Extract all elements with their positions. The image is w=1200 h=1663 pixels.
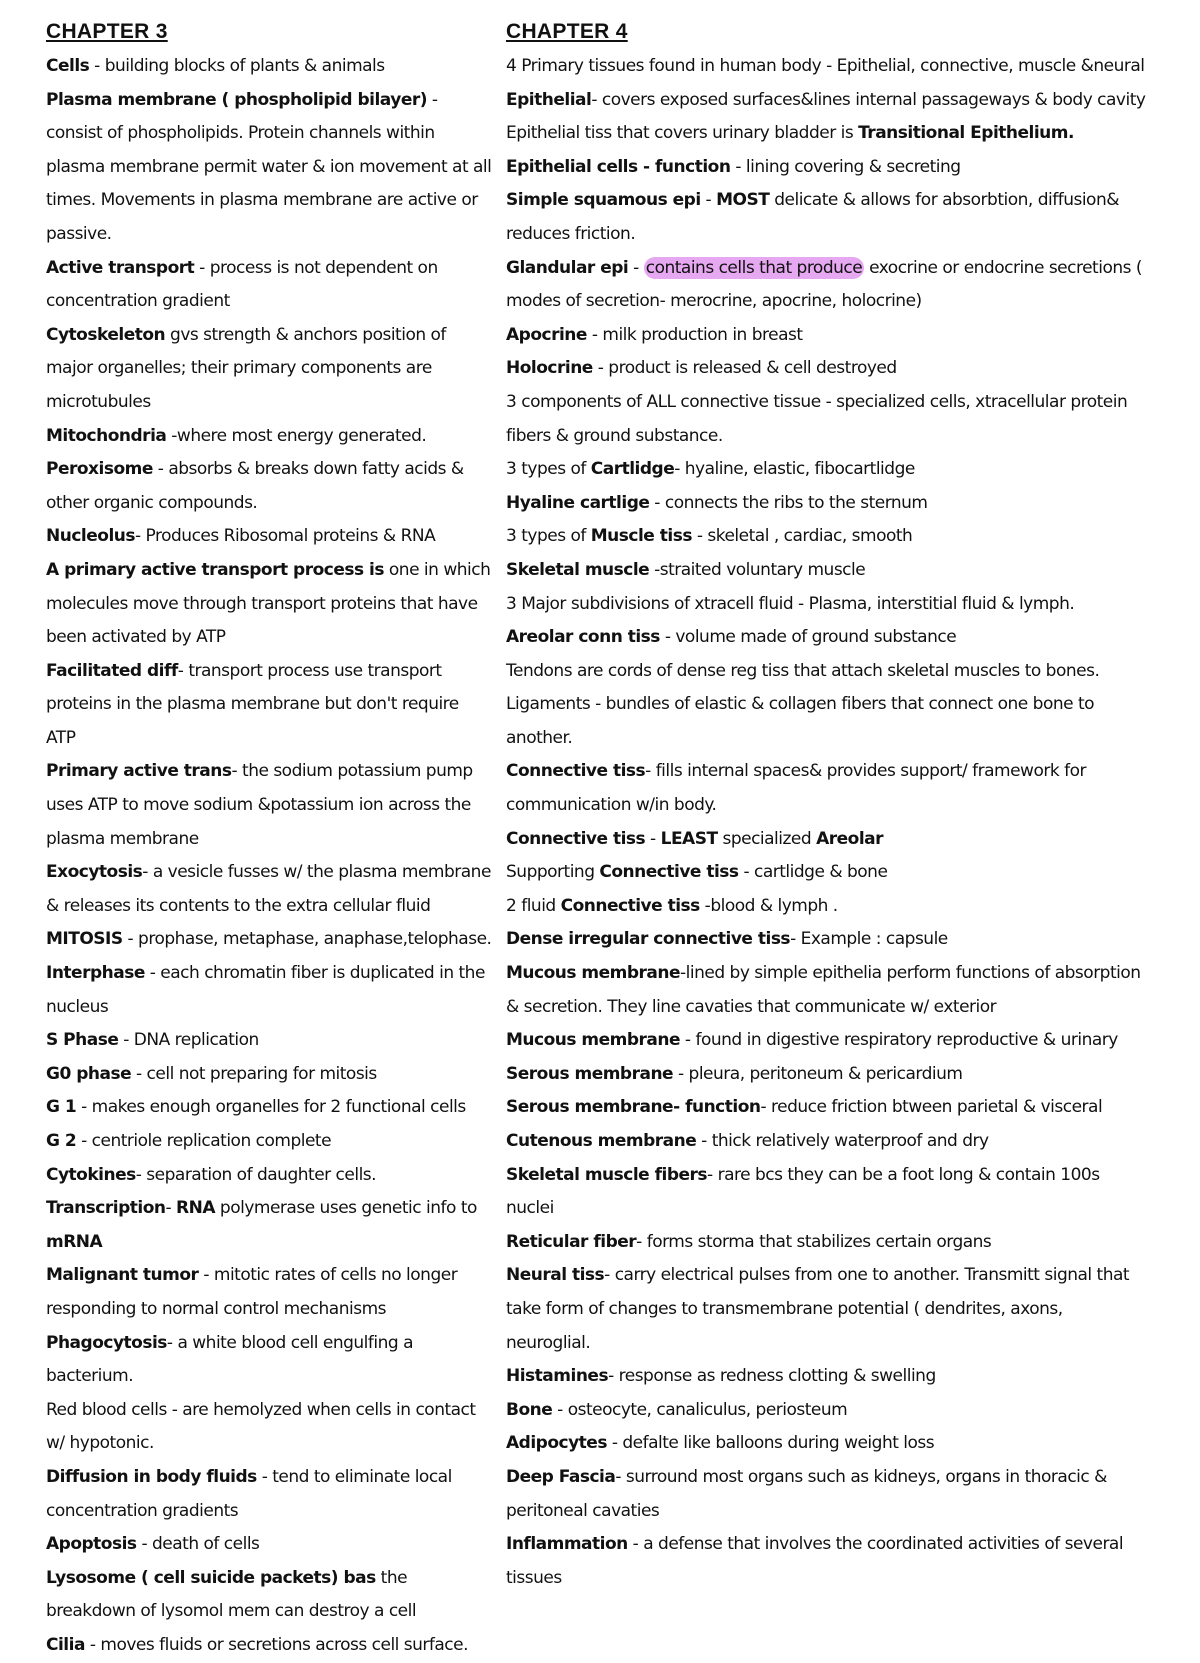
term-label: Connective tiss (506, 761, 646, 782)
term-label: Cutenous membrane (506, 1131, 697, 1151)
term-label: RNA (176, 1198, 216, 1219)
definition-text: delicate & allows for absorbtion, diffusion& reduces friction. (506, 190, 1119, 244)
note-entry (46, 1327, 492, 1394)
note-entry (506, 1058, 1146, 1092)
term-label: Connective tiss (599, 862, 739, 883)
definition-text: exocrine or endocrine secretions ( modes of secretion- merocrine, apocrine, holocrine) (506, 257, 1143, 312)
note-entry (46, 655, 492, 756)
definition-text: - lining covering & secreting (730, 156, 961, 177)
note-entry (46, 252, 492, 319)
term-label: Active transport (46, 257, 195, 278)
term-label: Nucleolus (46, 526, 135, 547)
note-entry (506, 1461, 1146, 1528)
term-label: Neural tiss (506, 1265, 605, 1286)
note-entry (506, 84, 1146, 118)
note-entry (46, 1192, 492, 1259)
note-entry (506, 184, 1146, 251)
definition-text: - carry electrical pulses from one to another. Transmitt signal that take form of changes to transmembrane potential ( dendrites, axons, neuroglial. (506, 1265, 1130, 1353)
term-label: Plasma membrane ( phospholipid bilayer) (46, 89, 427, 110)
note-entry (506, 1528, 1146, 1595)
definition-text: - defalte like balloons during weight loss (606, 1433, 935, 1454)
term-label: Mitochondria (46, 425, 167, 446)
term-label: Holocrine (506, 358, 593, 379)
term-label: Cells (46, 56, 90, 76)
note-entry (506, 520, 1146, 554)
definition-text: 4 Primary tissues found in human body - Epithelial, connective, muscle &neural (506, 56, 1145, 76)
note-entry (46, 1159, 492, 1193)
term-label: A primary active transport process is (46, 559, 384, 580)
note-entry (46, 1091, 492, 1125)
definition-text: one in which molecules move through transport proteins that have been activated by ATP (46, 559, 491, 648)
term-label: Apoptosis (46, 1534, 137, 1555)
note-entry (506, 856, 1146, 890)
note-entry (506, 151, 1146, 185)
chapter-4-heading: CHAPTER 4 (506, 20, 628, 43)
note-entry (46, 554, 492, 655)
definition-text: - covers exposed surfaces&lines internal passageways & body cavity (591, 89, 1146, 110)
term-label: MOST (716, 190, 770, 211)
definition-text: - process is not dependent on concentration gradient (46, 257, 438, 312)
note-entry (46, 957, 492, 1024)
definition-text: - connects the ribs to the sternum (649, 492, 928, 513)
note-entry (46, 1394, 492, 1461)
term-label: Simple squamous epi (506, 190, 701, 211)
note-entry (46, 923, 492, 957)
note-entry (506, 1159, 1146, 1226)
term-label: Epithelial (506, 89, 592, 110)
definition-text: - each chromatin fiber is duplicated in the nucleus (46, 963, 485, 1017)
definition-text: -lined by simple epithelia perform functions of absorption & secretion. They line cavaties that communicate w/ exterior (506, 963, 1141, 1017)
definition-text: - separation of daughter cells. (135, 1164, 377, 1185)
definition-text: Tendons are cords of dense reg tiss that attach skeletal muscles to bones. (506, 660, 1100, 681)
note-entry (506, 319, 1146, 353)
note-entry (506, 1360, 1146, 1394)
note-entry (506, 1259, 1146, 1360)
term-label: LEAST (660, 828, 718, 849)
term-label: G 2 (46, 1131, 77, 1151)
note-entry (46, 856, 492, 923)
definition-text: 3 components of ALL connective tissue - specialized cells, xtracellular protein fibers & ground substance. (506, 391, 1128, 446)
note-entry (46, 520, 492, 554)
definition-text: - a white blood cell engulfing a bacterium. (46, 1332, 413, 1387)
note-entry (46, 84, 492, 252)
chapter-3-entries (46, 50, 492, 1663)
term-label: Glandular epi (506, 257, 629, 278)
term-label: Histamines (506, 1366, 609, 1387)
definition-text: - found in digestive respiratory reproductive & urinary (680, 1030, 1118, 1051)
definition-text: - cell not preparing for mitosis (131, 1063, 377, 1084)
term-label: Facilitated diff (46, 660, 178, 681)
definition-text: - building blocks of plants & animals (89, 56, 385, 76)
note-entry (46, 1024, 492, 1058)
note-entry (506, 487, 1146, 521)
definition-text: - pleura, peritoneum & pericardium (673, 1063, 963, 1084)
note-entry (506, 823, 1146, 857)
note-entry (506, 352, 1146, 386)
note-entry (506, 386, 1146, 453)
definition-text: Red blood cells - are hemolyzed when cells in contact w/ hypotonic. (46, 1399, 476, 1454)
note-entry (46, 1562, 492, 1629)
term-label: Cilia (46, 1634, 85, 1655)
note-entry (506, 655, 1146, 689)
definition-text: Supporting (506, 862, 600, 883)
definition-text: - fills internal spaces& provides support/ framework for communication w/in body. (506, 761, 1086, 816)
note-entry (46, 1125, 492, 1159)
definition-text: - product is released & cell destroyed (592, 358, 897, 379)
note-entry (506, 621, 1146, 655)
term-label: Malignant tumor (46, 1265, 199, 1286)
note-entry (506, 50, 1146, 84)
definition-text: - Example : capsule (790, 929, 948, 950)
note-entry (46, 453, 492, 520)
definition-text: - (645, 828, 661, 849)
term-label: Cytokines (46, 1164, 136, 1185)
note-entry (46, 1058, 492, 1092)
definition-text: - hyaline, elastic, fibocartlidge (674, 459, 915, 480)
definition-text: 2 fluid (506, 895, 561, 916)
definition-text: 3 Major subdivisions of xtracell fluid - Plasma, interstitial fluid & lymph. (506, 593, 1075, 614)
note-entry (506, 1125, 1146, 1159)
term-label: mRNA (46, 1231, 103, 1252)
term-label: Hyaline cartlige (506, 492, 650, 513)
term-label: Skeletal muscle (506, 559, 650, 580)
definition-text: - makes enough organelles for 2 functional cells (76, 1097, 466, 1118)
term-label: Reticular fiber (506, 1231, 637, 1252)
term-label: Cytoskeleton (46, 324, 166, 345)
definition-text: the breakdown of lysomol mem can destroy a cell (46, 1567, 417, 1622)
definition-text: Epithelial tiss that covers urinary bladder is (506, 123, 859, 144)
definition-text: - consist of phospholipids. Protein channels within plasma membrane permit water & ion movement at all times. Movements in plasma membrane are active or passive. (46, 89, 492, 244)
definition-text: 3 types of (506, 526, 591, 547)
term-label: Primary active trans (46, 761, 232, 782)
term-label: Phagocytosis (46, 1332, 167, 1353)
term-label: Interphase (46, 963, 145, 984)
term-label: Adipocytes (506, 1433, 607, 1454)
note-entry (46, 1528, 492, 1562)
definition-text: - (700, 190, 717, 211)
term-label: Exocytosis (46, 862, 143, 883)
definition-text: specialized (717, 828, 817, 849)
term-label: Mucous membrane (506, 1030, 681, 1051)
term-label: Inflammation (506, 1534, 628, 1555)
definition-text: - forms storma that stabilizes certain organs (636, 1231, 992, 1252)
note-entry (506, 117, 1146, 151)
chapter-4-entries (506, 50, 1146, 1595)
term-label: Transitional Epithelium. (858, 123, 1074, 144)
definition-text: - (165, 1198, 177, 1219)
note-entry (506, 1226, 1146, 1260)
definition-text: - skeletal , cardiac, smooth (691, 526, 913, 547)
definition-text: - thick relatively waterproof and dry (696, 1131, 989, 1151)
note-entry (506, 1394, 1146, 1428)
definition-text: - milk production in breast (586, 324, 803, 345)
note-entry (506, 554, 1146, 588)
definition-text: -blood & lymph . (699, 895, 838, 916)
term-label: Connective tiss (560, 895, 700, 916)
note-entry (46, 1629, 492, 1663)
term-label: Muscle tiss (590, 526, 692, 547)
definition-text: gvs strength & anchors position of major organelles; their primary components are microtubules (46, 324, 446, 412)
term-label: S Phase (46, 1030, 119, 1051)
definition-text: -straited voluntary muscle (649, 559, 866, 580)
note-entry (506, 1024, 1146, 1058)
note-entry (506, 923, 1146, 957)
definition-text: - prophase, metaphase, anaphase,telophase. (122, 929, 492, 950)
definition-text: - response as redness clotting & swelling (608, 1366, 936, 1387)
definition-text: - DNA replication (118, 1030, 259, 1051)
highlighted-text: contains cells that produce (645, 257, 863, 278)
term-label: Serous membrane (506, 1063, 674, 1084)
definition-text: - a defense that involves the coordinated activities of several tissues (506, 1534, 1124, 1588)
term-label: Areolar conn tiss (506, 627, 660, 648)
definition-text: - tend to eliminate local concentration gradients (46, 1466, 452, 1521)
term-label: Connective tiss (506, 828, 646, 849)
term-label: Lysosome ( cell suicide packets) bas (46, 1567, 376, 1588)
term-label: MITOSIS (46, 929, 123, 950)
definition-text: - rare bcs they can be a foot long & contain 100s nuclei (506, 1164, 1100, 1219)
definition-text: - centriole replication complete (76, 1131, 332, 1151)
term-label: Diffusion in body fluids (46, 1466, 257, 1487)
note-entry (506, 453, 1146, 487)
term-label: Bone (506, 1399, 553, 1420)
note-entry (506, 957, 1146, 1024)
term-label: Deep Fascia (506, 1466, 616, 1487)
note-entry (506, 688, 1146, 755)
note-entry (506, 890, 1146, 924)
term-label: G0 phase (46, 1063, 132, 1084)
note-entry (506, 755, 1146, 822)
term-label: Skeletal muscle fibers (506, 1164, 708, 1185)
term-label: Epithelial cells - function (506, 156, 731, 177)
definition-text: - moves fluids or secretions across cell surface. (84, 1634, 469, 1655)
definition-text: - osteocyte, canaliculus, periosteum (552, 1399, 848, 1420)
note-entry (506, 588, 1146, 622)
note-entry (46, 420, 492, 454)
term-label: Peroxisome (46, 459, 153, 480)
definition-text: - transport process use transport proteins in the plasma membrane but don't require ATP (46, 660, 459, 748)
term-label: Serous membrane- function (506, 1097, 761, 1118)
definition-text: - absorbs & breaks down fatty acids & other organic compounds. (46, 459, 464, 513)
definition-text: - a vesicle fusses w/ the plasma membrane & releases its contents to the extra cellular fluid (46, 862, 491, 916)
definition-text: - death of cells (136, 1534, 260, 1555)
definition-text: - (628, 257, 644, 278)
term-label: Dense irregular connective tiss (506, 929, 791, 950)
note-entry (46, 319, 492, 420)
term-label: Areolar (816, 828, 884, 849)
definition-text: polymerase uses genetic info to (215, 1198, 477, 1219)
term-label: Cartlidge (590, 459, 675, 480)
note-entry (506, 252, 1146, 319)
note-entry (46, 755, 492, 856)
definition-text: - volume made of ground substance (659, 627, 957, 648)
definition-text: - the sodium potassium pump uses ATP to move sodium &potassium ion across the plasma membrane (46, 761, 473, 849)
term-label: G 1 (46, 1097, 77, 1118)
definition-text: -where most energy generated. (166, 425, 427, 446)
note-entry (46, 1259, 492, 1326)
definition-text: - Produces Ribosomal proteins & RNA (135, 526, 436, 547)
chapter-3-heading: CHAPTER 3 (46, 20, 168, 43)
term-label: Mucous membrane (506, 963, 681, 984)
chapter-4-column (506, 14, 1146, 1595)
definition-text: - reduce friction btween parietal & visceral (760, 1097, 1103, 1118)
note-entry (46, 1461, 492, 1528)
note-entry (506, 1427, 1146, 1461)
definition-text: Ligaments - bundles of elastic & collagen fibers that connect one bone to another. (506, 694, 1095, 748)
definition-text: 3 types of (506, 459, 591, 480)
definition-text: - mitotic rates of cells no longer responding to normal control mechanisms (46, 1265, 458, 1319)
note-entry (46, 50, 492, 84)
term-label: Transcription (46, 1198, 166, 1219)
definition-text: - surround most organs such as kidneys, organs in thoracic & peritoneal cavaties (506, 1466, 1107, 1521)
term-label: Apocrine (506, 324, 587, 345)
definition-text: - cartlidge & bone (738, 862, 888, 883)
chapter-3-column (46, 14, 492, 1663)
note-entry (506, 1091, 1146, 1125)
